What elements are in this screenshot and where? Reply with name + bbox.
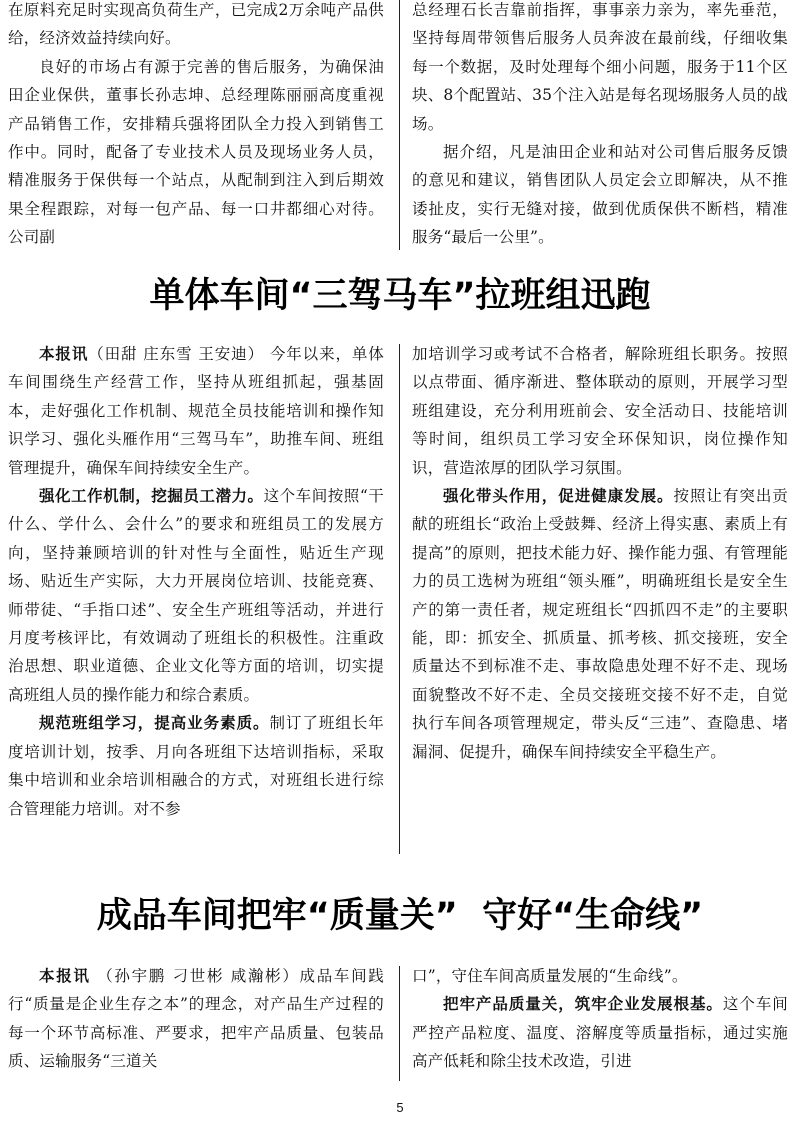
paragraph: 口”，守住车间高质量发展的“生命线”。 [412,967,688,985]
article1-right-column [412,340,788,766]
byline: （田甜 庄东雪 王安迪） [88,345,264,363]
section-text: 这个车间按照“干什么、学什么、会什么”的要求和班组员工的发展方向，坚持兼顾培训的针对性与全面性，贴近生产现场、贴近生产实际，大力开展岗位培训、技能竞赛、师带徒、“手指口述”、安全生产班组等活动，并进行月度考核评比，有效调动了班组长的积极性。注重政治思想、职业道德、企业文化等方面的培训，切实提高班组人员的操作能力和综合素质。 [8,487,384,704]
top-right-column [412,0,788,252]
section-title: 强化带头作用，促进健康发展。 [443,486,674,506]
paragraph: 良好的市场占有源于完善的售后服务，为确保油田企业保供，董事长孙志坤、总经理陈丽丽高度重视产品销售工作，安排精兵强将团队全力投入到销售工作中。同时，配备了专业技术人员及现场业务人员，精准服务于保供每一个站点，从配制到注入到后期效果全程跟踪，对每一包产品、每一口井都细心对待。公司副 [8,57,384,247]
paragraph [8,482,384,709]
article-headline: 单体车间“三驾马车”拉班组迅跑 [149,276,651,316]
section-text: 按照让有突出贡献的班组长“政治上受鼓舞、经济上得实惠、素质上有提高”的原则，把技术能力好、操作能力强、有管理能力的员工选树为班组“领头雁”，明确班组长是安全生产的第一责任者，规定班组长“四抓四不走”的主要职能，即：抓安全、抓质量、抓考核、抓交接班，安全质量达不到标准不走、事故隐患处理不好不走、现场面貌整改不好不走、全员交接班交接不好不走，自觉执行车间各项管理规定，带头反“三违”、查隐患、堵漏洞、促提升，确保车间持续安全平稳生产。 [412,487,788,761]
paragraph: 在原料充足时实现高负荷生产，已完成2万余吨产品供给，经济效益持续向好。 [8,1,384,48]
column-divider [399,0,400,250]
page-number: 5 [396,1100,404,1115]
paragraph [8,340,384,482]
dateline-label: 本报讯 [39,966,91,985]
section-title: 强化工作机制，挖掘员工潜力。 [39,486,264,506]
column-divider [399,966,400,1081]
section-text: 制订了班组长年度培训计划，按季、月向各班组下达培训指标，采取集中培训和业余培训相融合的方式，对班组长进行综合管理能力培训。对不参 [8,714,384,818]
column-divider [399,344,400,854]
paragraph [8,962,384,1076]
dateline-label: 本报讯 [39,344,89,363]
article2-left-column [8,962,384,1076]
article-headline: 成品车间把牢“质量关” 守好“生命线” [96,896,704,936]
paragraph: 总经理石长吉靠前指挥，事事亲力亲为，率先垂范，坚持每周带领售后服务人员奔波在最前线，仔细收集每一个数据，及时处理每个细小问题，服务于11个区块、8个配置站、35个注入站是每名现场服务人员的战场。 [412,1,788,133]
section-title: 规范班组学习，提高业务素质。 [39,713,270,733]
paragraph: 加培训学习或考试不合格者，解除班组长职务。按照以点带面、循序渐进、整体联动的原则，开展学习型班组建设，充分利用班前会、安全活动日、技能培训等时间，组织员工学习安全环保知识，岗位操作知识，营造浓厚的团队学习氛围。 [412,345,788,477]
paragraph [8,709,384,823]
paragraph [412,990,788,1075]
byline: （孙宇鹏 刁世彬 咸瀚彬） [97,967,300,985]
lead-text: 今年以来，单体车间围绕生产经营工作，坚持从班组抓起，强基固本，走好强化工作机制、规范全员技能培训和操作知识学习、强化头雁作用“三驾马车”，助推车间、班组管理提升，确保车间持续安全生产。 [8,345,384,477]
article2-right-column [412,962,788,1076]
section-title: 把牢产品质量关，筑牢企业发展根基。 [443,994,723,1014]
lead-text: 成品车间践行“质量是企业生存之本”的理念，对产品生产过程的每一个环节高标准、严要求，把牢产品质量、包装品质、运输服务“三道关 [8,967,384,1071]
top-left-column [8,0,384,252]
section-text: 这个车间严控产品粒度、温度、溶解度等质量指标，通过实施高产低耗和除尘技术改造，引进 [412,995,788,1071]
article1-left-column [8,340,384,823]
paragraph: 据介绍，凡是油田企业和站对公司售后服务反馈的意见和建议，销售团队人员定会立即解决，从不推诿扯皮，实行无缝对接，做到优质保供不断档，精准服务“最后一公里”。 [412,143,788,247]
paragraph [412,482,788,766]
